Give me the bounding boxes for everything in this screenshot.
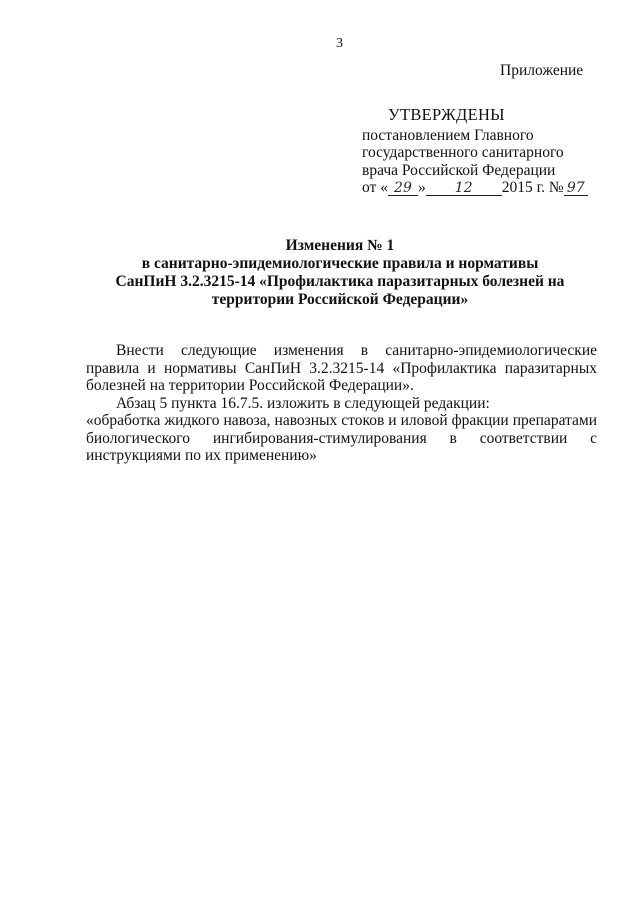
handwritten-day: 29: [388, 181, 418, 196]
heading-line: СанПиН 3.2.3215-14 «Профилактика паразитарных болезней на: [115, 273, 565, 290]
date-prefix: от «: [362, 179, 388, 196]
heading-line: территории Российской Федерации»: [211, 291, 469, 308]
heading-line: Изменения № 1: [285, 237, 395, 254]
body-paragraph: «обработка жидкого навоза, навозных стоков и иловой фракции препаратами биологического ингибирования-стимулирования в соответствии с инструкциями по их применению»: [86, 412, 597, 464]
document-heading: [60, 237, 620, 309]
approval-date-line: [362, 179, 612, 197]
approval-line: государственного санитарного: [362, 144, 564, 161]
date-year-number-label: 2015 г. №: [501, 179, 564, 196]
body-paragraph: Внести следующие изменения в санитарно-эпидемиологические правила и нормативы СанПиН 3.2.3215-14 «Профилактика паразитарных болезней на территории Российской Федерации».: [86, 342, 597, 394]
approval-title: УТВЕРЖДЕНЫ: [388, 105, 505, 124]
approval-line: постановлением Главного: [362, 126, 534, 144]
date-day-suffix: »: [417, 179, 426, 196]
handwritten-number: 97: [564, 181, 588, 196]
appendix-label: Приложение: [500, 62, 584, 79]
document-body: [86, 342, 597, 465]
handwritten-month: 12: [426, 181, 502, 196]
approval-block: [362, 106, 612, 197]
body-paragraph: Абзац 5 пункта 16.7.5. изложить в следующей редакции:: [116, 394, 490, 412]
heading-line: в санитарно-эпидемиологические правила и нормативы: [141, 255, 539, 272]
page-number: 3: [336, 36, 343, 51]
approval-line: врача Российской Федерации: [362, 161, 556, 179]
